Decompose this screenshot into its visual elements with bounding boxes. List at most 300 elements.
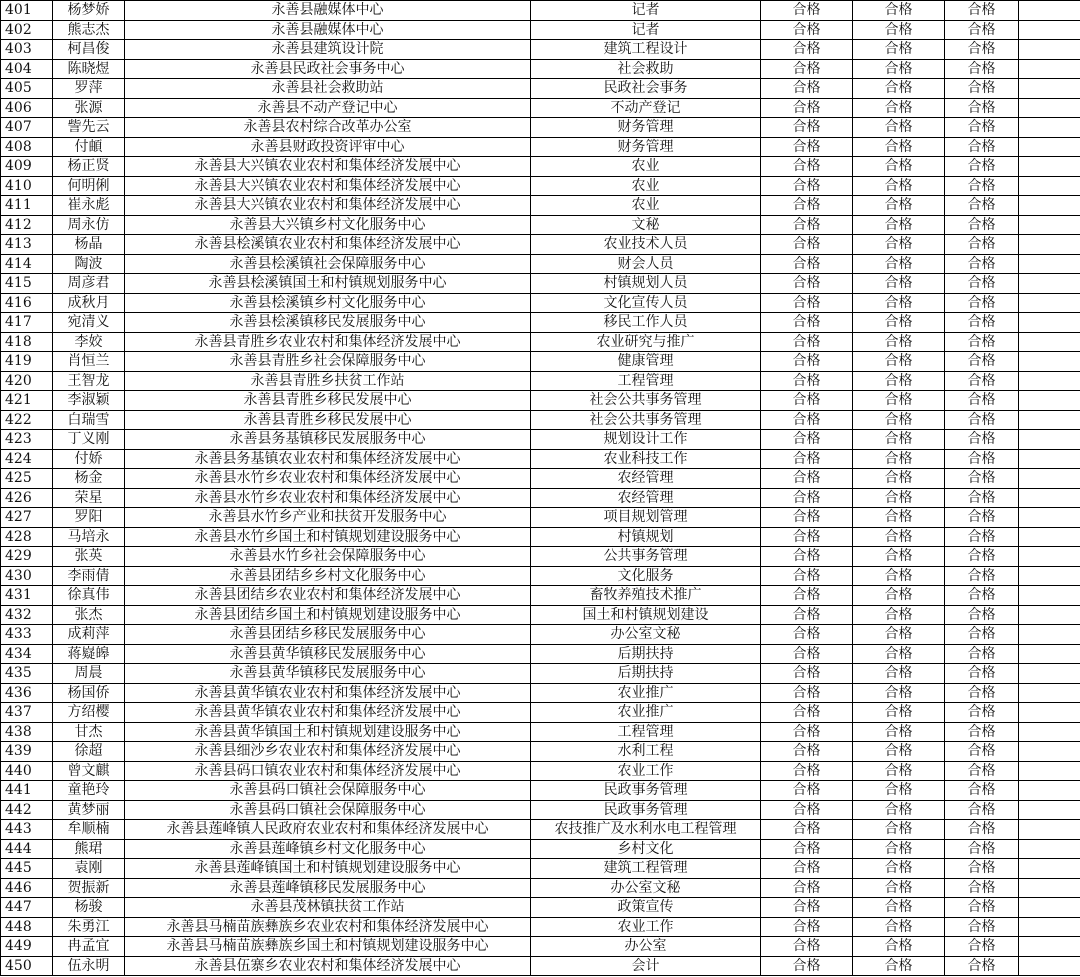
table-row [1,98,1080,118]
result-cell-2: 合格 [853,859,945,879]
unit-cell: 永善县青胜乡扶贫工作站 [125,371,531,391]
name-cell: 宛清义 [53,313,125,333]
serial-number-cell: 449 [1,937,53,957]
empty-cell [1019,410,1080,430]
position-cell: 公共事务管理 [531,547,761,567]
name-cell: 付頔 [53,137,125,157]
name-cell: 陈晓煜 [53,59,125,79]
empty-cell [1019,488,1080,508]
unit-cell: 永善县马楠苗族彝族乡国土和村镇规划建设服务中心 [125,937,531,957]
table-row [1,703,1080,723]
result-cell-2: 合格 [853,118,945,138]
unit-cell: 永善县团结乡乡村文化服务中心 [125,566,531,586]
result-cell-1: 合格 [761,547,853,567]
unit-cell: 永善县莲峰镇乡村文化服务中心 [125,839,531,859]
result-cell-1: 合格 [761,625,853,645]
empty-cell [1019,176,1080,196]
serial-number-cell: 437 [1,703,53,723]
position-cell: 规划设计工作 [531,430,761,450]
position-cell: 办公室文秘 [531,625,761,645]
result-cell-3: 合格 [945,235,1019,255]
table-row [1,781,1080,801]
position-cell: 工程管理 [531,371,761,391]
table-row [1,761,1080,781]
result-cell-1: 合格 [761,859,853,879]
name-cell: 付娇 [53,449,125,469]
result-cell-1: 合格 [761,157,853,177]
result-cell-1: 合格 [761,274,853,294]
unit-cell: 永善县黄华镇移民发展服务中心 [125,644,531,664]
unit-cell: 永善县民政社会事务中心 [125,59,531,79]
result-cell-3: 合格 [945,196,1019,216]
table-row [1,605,1080,625]
position-cell: 办公室文秘 [531,878,761,898]
position-cell: 农经管理 [531,469,761,489]
table-row [1,800,1080,820]
result-cell-2: 合格 [853,878,945,898]
result-cell-2: 合格 [853,820,945,840]
unit-cell: 永善县青胜乡移民发展中心 [125,410,531,430]
name-cell: 杨正贤 [53,157,125,177]
result-cell-1: 合格 [761,215,853,235]
name-cell: 周彦君 [53,274,125,294]
table-row [1,430,1080,450]
position-cell: 社会救助 [531,59,761,79]
result-cell-3: 合格 [945,956,1019,976]
empty-cell [1019,235,1080,255]
unit-cell: 永善县团结乡移民发展服务中心 [125,625,531,645]
serial-number-cell: 428 [1,527,53,547]
result-cell-1: 合格 [761,937,853,957]
result-cell-1: 合格 [761,586,853,606]
result-cell-3: 合格 [945,781,1019,801]
table-row [1,898,1080,918]
table-row [1,878,1080,898]
serial-number-cell: 440 [1,761,53,781]
serial-number-cell: 417 [1,313,53,333]
unit-cell: 永善县莲峰镇人民政府农业农村和集体经济发展中心 [125,820,531,840]
result-cell-1: 合格 [761,313,853,333]
table-row [1,547,1080,567]
result-cell-3: 合格 [945,215,1019,235]
table-row [1,683,1080,703]
table-row [1,274,1080,294]
position-cell: 办公室 [531,937,761,957]
unit-cell: 永善县水竹乡国土和村镇规划建设服务中心 [125,527,531,547]
table-row [1,254,1080,274]
result-cell-1: 合格 [761,781,853,801]
serial-number-cell: 446 [1,878,53,898]
name-cell: 成秋月 [53,293,125,313]
unit-cell: 永善县莲峰镇国土和村镇规划建设服务中心 [125,859,531,879]
serial-number-cell: 403 [1,40,53,60]
result-cell-2: 合格 [853,469,945,489]
name-cell: 李姣 [53,332,125,352]
result-cell-1: 合格 [761,644,853,664]
result-cell-1: 合格 [761,917,853,937]
result-cell-3: 合格 [945,469,1019,489]
unit-cell: 永善县码口镇农业农村和集体经济发展中心 [125,761,531,781]
result-cell-2: 合格 [853,410,945,430]
unit-cell: 永善县水竹乡产业和扶贫开发服务中心 [125,508,531,528]
result-cell-1: 合格 [761,371,853,391]
result-cell-2: 合格 [853,898,945,918]
serial-number-cell: 421 [1,391,53,411]
unit-cell: 永善县茂林镇扶贫工作站 [125,898,531,918]
empty-cell [1019,839,1080,859]
unit-cell: 永善县水竹乡社会保障服务中心 [125,547,531,567]
serial-number-cell: 439 [1,742,53,762]
result-cell-1: 合格 [761,878,853,898]
table-row [1,20,1080,40]
result-cell-1: 合格 [761,508,853,528]
result-cell-3: 合格 [945,254,1019,274]
table-row [1,625,1080,645]
result-cell-2: 合格 [853,20,945,40]
name-cell: 訾先云 [53,118,125,138]
position-cell: 农业推广 [531,703,761,723]
result-cell-2: 合格 [853,839,945,859]
serial-number-cell: 426 [1,488,53,508]
unit-cell: 永善县桧溪镇社会保障服务中心 [125,254,531,274]
empty-cell [1019,332,1080,352]
table-row [1,79,1080,99]
name-cell: 杨骏 [53,898,125,918]
result-cell-2: 合格 [853,157,945,177]
position-cell: 建筑工程管理 [531,859,761,879]
unit-cell: 永善县财政投资评审中心 [125,137,531,157]
result-cell-1: 合格 [761,956,853,976]
result-cell-2: 合格 [853,293,945,313]
name-cell: 周永仿 [53,215,125,235]
position-cell: 乡村文化 [531,839,761,859]
empty-cell [1019,293,1080,313]
position-cell: 社会公共事务管理 [531,391,761,411]
empty-cell [1019,820,1080,840]
name-cell: 成莉萍 [53,625,125,645]
empty-cell [1019,215,1080,235]
name-cell: 童艳玲 [53,781,125,801]
unit-cell: 永善县青胜乡社会保障服务中心 [125,352,531,372]
result-cell-3: 合格 [945,508,1019,528]
name-cell: 曾文麒 [53,761,125,781]
name-cell: 牟顺楠 [53,820,125,840]
serial-number-cell: 414 [1,254,53,274]
serial-number-cell: 406 [1,98,53,118]
position-cell: 移民工作人员 [531,313,761,333]
result-cell-2: 合格 [853,800,945,820]
empty-cell [1019,800,1080,820]
table-row [1,215,1080,235]
position-cell: 农业科技工作 [531,449,761,469]
result-cell-3: 合格 [945,40,1019,60]
position-cell: 民政社会事务 [531,79,761,99]
result-cell-1: 合格 [761,235,853,255]
empty-cell [1019,137,1080,157]
position-cell: 民政事务管理 [531,800,761,820]
position-cell: 社会公共事务管理 [531,410,761,430]
empty-cell [1019,1,1080,21]
serial-number-cell: 423 [1,430,53,450]
name-cell: 张源 [53,98,125,118]
unit-cell: 永善县大兴镇农业农村和集体经济发展中心 [125,157,531,177]
table-row [1,469,1080,489]
position-cell: 健康管理 [531,352,761,372]
serial-number-cell: 425 [1,469,53,489]
unit-cell: 永善县建筑设计院 [125,40,531,60]
serial-number-cell: 418 [1,332,53,352]
table-row [1,196,1080,216]
result-cell-3: 合格 [945,859,1019,879]
unit-cell: 永善县黄华镇农业农村和集体经济发展中心 [125,703,531,723]
result-cell-3: 合格 [945,547,1019,567]
result-cell-1: 合格 [761,20,853,40]
result-cell-1: 合格 [761,605,853,625]
result-cell-3: 合格 [945,488,1019,508]
result-cell-3: 合格 [945,352,1019,372]
position-cell: 村镇规划 [531,527,761,547]
result-cell-3: 合格 [945,878,1019,898]
position-cell: 农业 [531,176,761,196]
table-row [1,137,1080,157]
table-row [1,820,1080,840]
result-cell-2: 合格 [853,176,945,196]
result-cell-1: 合格 [761,566,853,586]
result-cell-2: 合格 [853,352,945,372]
table-row [1,644,1080,664]
empty-cell [1019,254,1080,274]
empty-cell [1019,547,1080,567]
position-cell: 项目规划管理 [531,508,761,528]
result-cell-2: 合格 [853,566,945,586]
result-cell-1: 合格 [761,137,853,157]
result-cell-2: 合格 [853,508,945,528]
position-cell: 国土和村镇规划建设 [531,605,761,625]
position-cell: 文化服务 [531,566,761,586]
name-cell: 黄梦丽 [53,800,125,820]
serial-number-cell: 412 [1,215,53,235]
result-cell-2: 合格 [853,40,945,60]
empty-cell [1019,79,1080,99]
table-row [1,566,1080,586]
serial-number-cell: 408 [1,137,53,157]
result-cell-1: 合格 [761,1,853,21]
unit-cell: 永善县社会救助站 [125,79,531,99]
result-cell-3: 合格 [945,625,1019,645]
empty-cell [1019,781,1080,801]
name-cell: 何明俐 [53,176,125,196]
position-cell: 农业推广 [531,683,761,703]
empty-cell [1019,391,1080,411]
empty-cell [1019,898,1080,918]
serial-number-cell: 405 [1,79,53,99]
result-cell-2: 合格 [853,274,945,294]
result-cell-3: 合格 [945,1,1019,21]
empty-cell [1019,371,1080,391]
position-cell: 水利工程 [531,742,761,762]
table-row [1,59,1080,79]
unit-cell: 永善县务基镇农业农村和集体经济发展中心 [125,449,531,469]
result-cell-1: 合格 [761,410,853,430]
result-cell-1: 合格 [761,293,853,313]
name-cell: 张杰 [53,605,125,625]
unit-cell: 永善县黄华镇国土和村镇规划建设服务中心 [125,722,531,742]
result-cell-2: 合格 [853,1,945,21]
result-cell-3: 合格 [945,742,1019,762]
table-row [1,527,1080,547]
name-cell: 丁义刚 [53,430,125,450]
unit-cell: 永善县码口镇社会保障服务中心 [125,781,531,801]
result-cell-2: 合格 [853,937,945,957]
name-cell: 徐超 [53,742,125,762]
empty-cell [1019,703,1080,723]
result-cell-2: 合格 [853,313,945,333]
name-cell: 王智龙 [53,371,125,391]
serial-number-cell: 447 [1,898,53,918]
result-cell-3: 合格 [945,449,1019,469]
result-cell-2: 合格 [853,391,945,411]
result-cell-1: 合格 [761,79,853,99]
empty-cell [1019,313,1080,333]
result-cell-2: 合格 [853,664,945,684]
result-cell-1: 合格 [761,98,853,118]
serial-number-cell: 445 [1,859,53,879]
result-cell-1: 合格 [761,488,853,508]
position-cell: 后期扶持 [531,644,761,664]
position-cell: 农业工作 [531,761,761,781]
serial-number-cell: 410 [1,176,53,196]
result-cell-1: 合格 [761,449,853,469]
empty-cell [1019,644,1080,664]
result-cell-2: 合格 [853,781,945,801]
unit-cell: 永善县青胜乡移民发展中心 [125,391,531,411]
name-cell: 伍永明 [53,956,125,976]
serial-number-cell: 441 [1,781,53,801]
result-cell-3: 合格 [945,644,1019,664]
result-cell-3: 合格 [945,917,1019,937]
table-row [1,937,1080,957]
result-cell-2: 合格 [853,196,945,216]
result-cell-1: 合格 [761,430,853,450]
result-cell-3: 合格 [945,79,1019,99]
table-row [1,1,1080,21]
result-cell-1: 合格 [761,664,853,684]
result-cell-1: 合格 [761,176,853,196]
position-cell: 民政事务管理 [531,781,761,801]
serial-number-cell: 407 [1,118,53,138]
result-cell-2: 合格 [853,371,945,391]
result-cell-2: 合格 [853,79,945,99]
table-row [1,293,1080,313]
result-cell-3: 合格 [945,586,1019,606]
table-row [1,664,1080,684]
result-cell-1: 合格 [761,254,853,274]
result-cell-3: 合格 [945,293,1019,313]
table-row [1,449,1080,469]
serial-number-cell: 415 [1,274,53,294]
result-cell-1: 合格 [761,196,853,216]
result-cell-2: 合格 [853,430,945,450]
empty-cell [1019,98,1080,118]
table-body [1,1,1080,976]
empty-cell [1019,937,1080,957]
unit-cell: 永善县桧溪镇农业农村和集体经济发展中心 [125,235,531,255]
result-cell-1: 合格 [761,800,853,820]
table-row [1,371,1080,391]
empty-cell [1019,605,1080,625]
result-cell-2: 合格 [853,722,945,742]
empty-cell [1019,761,1080,781]
result-cell-3: 合格 [945,820,1019,840]
result-cell-2: 合格 [853,235,945,255]
empty-cell [1019,274,1080,294]
name-cell: 杨梦娇 [53,1,125,21]
position-cell: 会计 [531,956,761,976]
result-cell-3: 合格 [945,59,1019,79]
serial-number-cell: 450 [1,956,53,976]
serial-number-cell: 430 [1,566,53,586]
table-row [1,410,1080,430]
table-row [1,508,1080,528]
result-cell-2: 合格 [853,215,945,235]
name-cell: 白瑞雪 [53,410,125,430]
table-row [1,313,1080,333]
name-cell: 杨金 [53,469,125,489]
empty-cell [1019,40,1080,60]
result-cell-3: 合格 [945,430,1019,450]
result-cell-2: 合格 [853,59,945,79]
result-cell-2: 合格 [853,605,945,625]
result-cell-3: 合格 [945,332,1019,352]
empty-cell [1019,586,1080,606]
unit-cell: 永善县不动产登记中心 [125,98,531,118]
position-cell: 文化宣传人员 [531,293,761,313]
position-cell: 后期扶持 [531,664,761,684]
name-cell: 荣星 [53,488,125,508]
serial-number-cell: 444 [1,839,53,859]
result-cell-1: 合格 [761,839,853,859]
result-cell-3: 合格 [945,157,1019,177]
unit-cell: 永善县融媒体中心 [125,20,531,40]
serial-number-cell: 413 [1,235,53,255]
result-cell-3: 合格 [945,761,1019,781]
result-cell-2: 合格 [853,488,945,508]
serial-number-cell: 424 [1,449,53,469]
result-cell-3: 合格 [945,683,1019,703]
empty-cell [1019,625,1080,645]
empty-cell [1019,196,1080,216]
unit-cell: 永善县桧溪镇移民发展服务中心 [125,313,531,333]
serial-number-cell: 420 [1,371,53,391]
result-cell-2: 合格 [853,527,945,547]
result-cell-3: 合格 [945,937,1019,957]
name-cell: 柯昌俊 [53,40,125,60]
table-row [1,40,1080,60]
empty-cell [1019,859,1080,879]
result-cell-1: 合格 [761,761,853,781]
result-cell-2: 合格 [853,547,945,567]
serial-number-cell: 433 [1,625,53,645]
unit-cell: 永善县大兴镇农业农村和集体经济发展中心 [125,176,531,196]
position-cell: 农业研究与推广 [531,332,761,352]
result-cell-3: 合格 [945,410,1019,430]
table-row [1,118,1080,138]
empty-cell [1019,508,1080,528]
result-cell-1: 合格 [761,469,853,489]
name-cell: 熊珺 [53,839,125,859]
result-cell-2: 合格 [853,761,945,781]
unit-cell: 永善县桧溪镇乡村文化服务中心 [125,293,531,313]
